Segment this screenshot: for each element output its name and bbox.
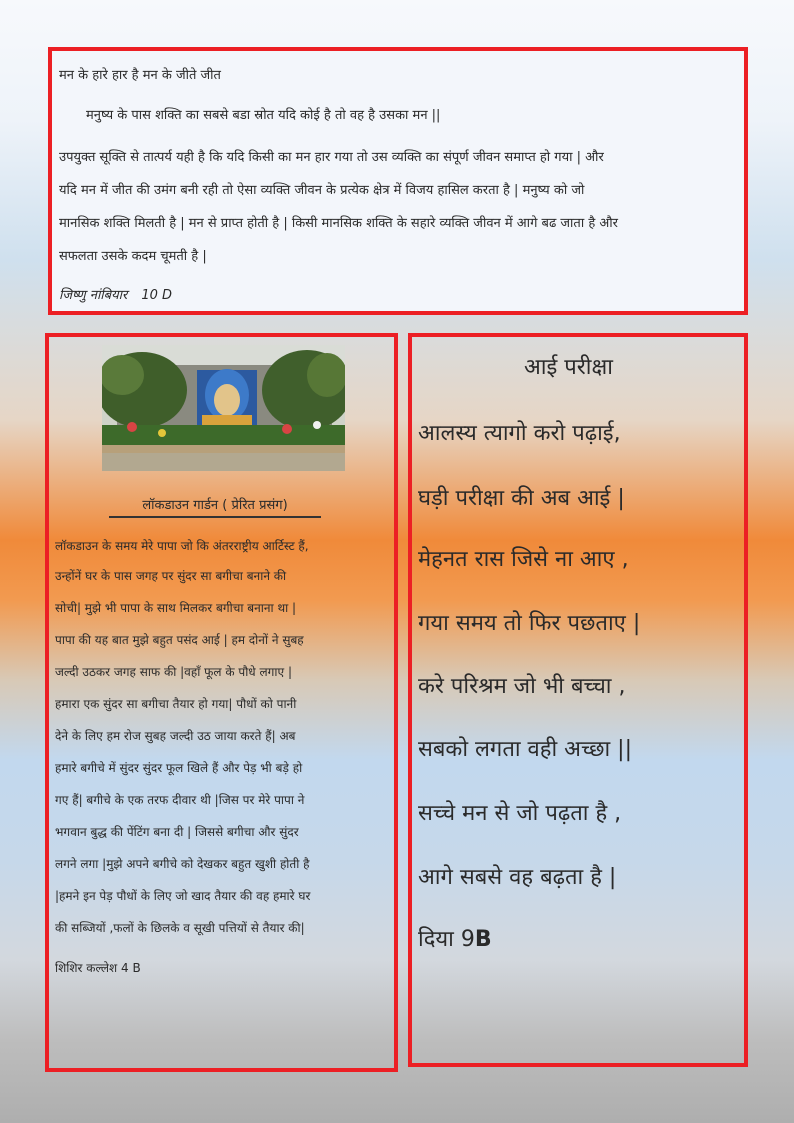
story-title: लॉकडाउन गार्डन ( प्रेरित प्रसंग) — [109, 495, 321, 518]
poem-author-class: B — [474, 927, 492, 952]
poem-title: आई परीक्षा — [524, 355, 613, 380]
poem-line: घड़ी परीक्षा की अब आई | — [418, 486, 625, 511]
story-line: उन्होंनें घर के पास जगह पर सुंदर सा बगीचा बनाने की — [55, 569, 287, 583]
story-author: शिशिर कल्लेश 4 B — [55, 961, 141, 975]
article-quote: मनुष्य के पास शक्ति का सबसे बडा स्रोत यदि कोई है तो वह है उसका मन || — [86, 108, 441, 123]
article-author — [59, 285, 172, 303]
paragraph-line: सफलता उसके कदम चूमती है | — [59, 249, 207, 264]
story-line: की सब्जियों ,फलों के छिलके व सूखी पत्तियों से तैयार की| — [55, 921, 305, 935]
paragraph-line: उपयुक्त सूक्ति से तात्पर्य यही है कि यदि किसी का मन हार गया तो उस व्यक्ति का संपूर्ण जीवन समाप्त हो गया | और — [59, 150, 604, 165]
story-line: हमारे बगीचे में सुंदर सुंदर फूल खिले हैं और पेड़ भी बड़े हो — [55, 761, 303, 775]
story-line: गए हैं| बगीचे के एक तरफ दीवार थी |जिस पर मेरे पापा ने — [55, 793, 305, 807]
story-line: सोची| मुझे भी पापा के साथ मिलकर बगीचा बनाना था | — [55, 601, 297, 615]
paragraph-line: यदि मन में जीत की उमंग बनी रही तो ऐसा व्यक्ति जीवन के प्रत्येक क्षेत्र में विजय हासिल करता है | मनुष्य को जो — [59, 183, 585, 198]
story-line: हमारा एक सुंदर सा बगीचा तैयार हो गया| पौधों को पानी — [55, 697, 297, 711]
story-line: जल्दी उठकर जगह साफ की |वहाँ फूल के पौधे लगाए | — [55, 665, 292, 679]
story-line: लगने लगा |मुझे अपने बगीचे को देखकर बहुत खुशी होती है — [55, 857, 310, 871]
poem-line: गया समय तो फिर पछताए | — [418, 611, 641, 636]
poem-author — [418, 923, 492, 953]
quote-article-box — [48, 47, 748, 315]
poem-line: आगे सबसे वह बढ़ता है | — [418, 865, 617, 890]
poem-box — [408, 333, 748, 1067]
author-name: जिष्णु नांबियार — [59, 288, 128, 303]
garden-photo — [102, 345, 345, 471]
author-class: 10 D — [141, 288, 173, 303]
poem-line: आलस्य त्यागो करो पढ़ाई, — [418, 421, 621, 446]
poem-line: मेहनत रास जिसे ना आए , — [418, 547, 629, 572]
article-title: मन के हारे हार है मन के जीते जीत — [59, 68, 221, 83]
story-line: |हमने इन पेड़ पौधों के लिए जो खाद तैयार की वह हमारे घर — [55, 889, 311, 903]
poem-line: सबको लगता वही अच्छा || — [418, 737, 633, 762]
poem-line: सच्चे मन से जो पढ़ता है , — [418, 801, 622, 826]
story-line: भगवान बुद्ध की पेंटिंग बना दी | जिससे बगीचा और सुंदर — [55, 825, 299, 839]
paragraph-line: मानसिक शक्ति मिलती है | मन से प्राप्त होती है | किसी मानसिक शक्ति के सहारे व्यक्ति जीवन में आगे बढ जाता है और — [59, 216, 618, 231]
story-line: लॉकडाउन के समय मेरे पापा जो कि अंतरराष्ट्रीय आर्टिस्ट हैं, — [55, 539, 309, 553]
story-line: पापा की यह बात मुझे बहुत पसंद आई | हम दोनों ने सुबह — [55, 633, 304, 647]
poem-author-name: दिया 9 — [418, 927, 475, 952]
poem-line: करे परिश्रम जो भी बच्चा , — [418, 674, 626, 699]
story-box — [45, 333, 398, 1072]
story-line: देने के लिए हम रोज सुबह जल्दी उठ जाया करते हैं| अब — [55, 729, 296, 743]
